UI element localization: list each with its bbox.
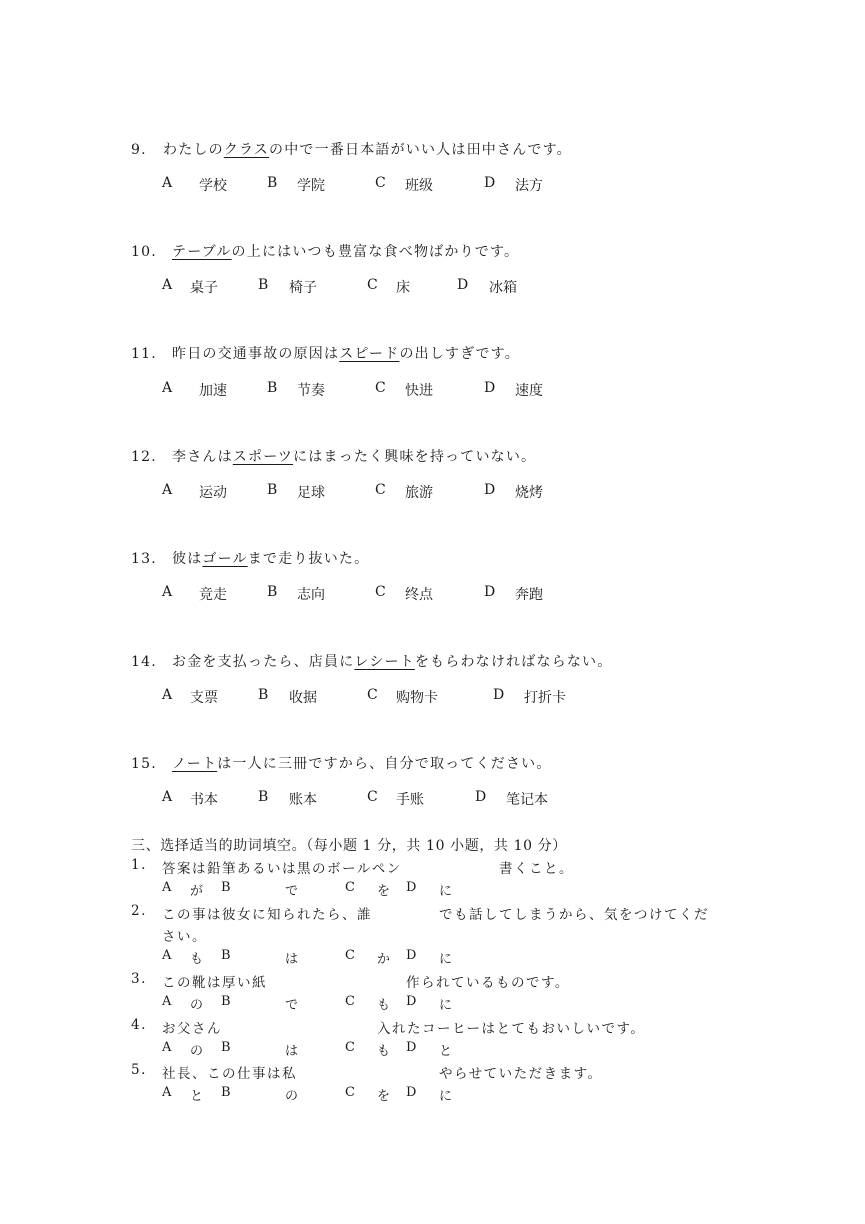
option-c-letter: C <box>345 948 355 963</box>
question-text-part1: お父さん <box>162 1021 222 1037</box>
question-text-before: わたしの <box>163 142 224 158</box>
option-a-letter: A <box>162 948 172 963</box>
option-d-letter: D <box>484 175 496 191</box>
option-a-letter: A <box>162 789 173 805</box>
option-d-letter: D <box>484 584 496 600</box>
question-number: 15. <box>131 756 157 772</box>
option-c-letter: C <box>367 277 378 293</box>
option-b-letter: B <box>258 789 269 805</box>
question-number: 11. <box>131 346 157 362</box>
option-b-text: の <box>285 1089 299 1104</box>
underlined-word: ノート <box>172 756 218 772</box>
question-number: 14. <box>131 654 157 670</box>
option-d-letter: D <box>406 948 417 963</box>
option-a-text: 书本 <box>190 792 218 808</box>
option-b-text: 账本 <box>289 792 317 808</box>
option-b-text: 椅子 <box>289 280 317 296</box>
option-d-text: に <box>439 952 453 967</box>
question-text-after: の中で一番日本語がいい人は田中さんです。 <box>269 142 572 158</box>
question-13 <box>131 548 369 568</box>
option-d-letter: D <box>406 994 417 1009</box>
underlined-word: テーブル <box>172 244 232 260</box>
option-b-text: 学院 <box>297 178 325 194</box>
option-a-text: 支票 <box>190 690 218 706</box>
option-c-text: 终点 <box>405 587 433 603</box>
question-text-after: は一人に三冊ですから、自分で取ってください。 <box>217 756 552 772</box>
option-d-text: 打折卡 <box>524 690 566 706</box>
question-9 <box>131 139 572 159</box>
option-a-text: の <box>190 998 204 1013</box>
underlined-word: ゴール <box>202 551 248 567</box>
question-text-after: の上にはいつも豊富な食べ物ばかりです。 <box>231 244 520 260</box>
question-number: 10. <box>131 244 157 260</box>
option-d-letter: D <box>475 789 487 805</box>
question-text-before: お金を支払ったら、店員に <box>172 654 355 670</box>
question-number: 1. <box>131 857 147 873</box>
option-b-letter: B <box>221 880 231 895</box>
option-a-letter: A <box>162 1040 172 1055</box>
question-text-before: 彼は <box>172 551 203 567</box>
option-c-letter: C <box>345 1085 355 1100</box>
option-a-text: も <box>190 952 204 967</box>
question-text-before: 昨日の交通事故の原因は <box>172 346 340 362</box>
underlined-word: クラス <box>223 142 269 158</box>
question-text-after: の出しすぎです。 <box>399 346 520 362</box>
option-d-letter: D <box>493 687 505 703</box>
option-a-letter: A <box>162 994 172 1009</box>
option-d-letter: D <box>406 1085 417 1100</box>
option-a-text: の <box>190 1044 204 1059</box>
option-b-text: 节奏 <box>297 383 325 399</box>
option-c-text: も <box>377 1044 391 1059</box>
option-c-letter: C <box>375 380 386 396</box>
question-text-after: まで走り抜いた。 <box>247 551 370 567</box>
question-number: 9. <box>131 142 147 158</box>
question-12 <box>131 446 536 466</box>
option-a-text: 桌子 <box>190 280 218 296</box>
option-c-letter: C <box>367 687 378 703</box>
question-15 <box>131 753 552 773</box>
option-d-letter: D <box>484 482 496 498</box>
option-c-letter: C <box>345 1040 355 1055</box>
option-a-text: が <box>190 884 204 899</box>
option-b-text: 志向 <box>297 587 325 603</box>
option-a-letter: A <box>162 482 173 498</box>
question-text-part2: 作られているものです。 <box>406 975 570 991</box>
option-d-text: 冰箱 <box>489 280 517 296</box>
option-d-letter: D <box>406 880 417 895</box>
option-c-text: 旅游 <box>405 485 433 501</box>
question-text-part2: でも話してしまうから、気をつけてくだ <box>439 907 709 923</box>
option-b-letter: B <box>258 277 269 293</box>
option-c-letter: C <box>345 994 355 1009</box>
option-b-letter: B <box>258 687 269 703</box>
option-c-letter: C <box>375 175 386 191</box>
option-a-letter: A <box>162 175 173 191</box>
option-b-text: は <box>285 952 299 967</box>
question-text-part2: やらせていただきます。 <box>439 1066 603 1082</box>
option-d-text: 法方 <box>515 178 543 194</box>
option-a-text: 运动 <box>199 485 227 501</box>
option-b-letter: B <box>221 1085 231 1100</box>
option-a-letter: A <box>162 380 173 396</box>
underlined-word: レシート <box>354 654 415 670</box>
option-a-letter: A <box>162 687 173 703</box>
option-a-letter: A <box>162 277 173 293</box>
option-b-text: 收据 <box>289 690 317 706</box>
question-text-part1: この靴は厚い紙 <box>162 975 267 991</box>
question-number: 12. <box>131 449 157 465</box>
question-text-part1: 答案は鉛筆あるいは黒のボールペン <box>162 861 402 877</box>
option-c-text: か <box>377 952 391 967</box>
option-d-text: 笔记本 <box>506 792 548 808</box>
option-c-text: を <box>377 884 391 899</box>
option-d-text: 速度 <box>515 383 543 399</box>
option-a-text: 加速 <box>199 383 227 399</box>
option-c-text: 班级 <box>405 178 433 194</box>
option-d-text: に <box>439 998 453 1013</box>
option-c-letter: C <box>375 482 386 498</box>
option-b-letter: B <box>267 584 278 600</box>
option-d-text: 烧烤 <box>515 485 543 501</box>
option-b-letter: B <box>267 380 278 396</box>
option-c-text: 手账 <box>396 792 424 808</box>
option-b-letter: B <box>267 482 278 498</box>
option-b-text: で <box>285 998 299 1013</box>
option-d-letter: D <box>484 380 496 396</box>
option-b-letter: B <box>267 175 278 191</box>
option-c-letter: C <box>375 584 386 600</box>
underlined-word: スピード <box>339 346 400 362</box>
question-text-after: にはまったく興味を持っていない。 <box>293 449 537 465</box>
section-3-heading: 三、选择适当的助词填空。（每小题 1 分，共 10 小题，共 10 分） <box>131 838 567 854</box>
option-c-text: を <box>377 1089 391 1104</box>
fill-question-2-continuation: さい。 <box>162 929 207 945</box>
question-text-part2: 入れたコーヒーはとてもおいしいです。 <box>377 1021 646 1037</box>
option-b-letter: B <box>221 994 231 1009</box>
option-b-letter: B <box>221 948 231 963</box>
option-b-text: 足球 <box>297 485 325 501</box>
option-a-text: 学校 <box>199 178 227 194</box>
question-text-after: をもらわなければならない。 <box>414 654 613 670</box>
underlined-word: スポーツ <box>232 449 294 465</box>
option-c-text: 购物卡 <box>396 690 438 706</box>
option-b-text: で <box>285 884 299 899</box>
option-b-text: は <box>285 1044 299 1059</box>
option-c-text: 快进 <box>405 383 433 399</box>
option-c-text: も <box>377 998 391 1013</box>
question-11 <box>131 343 520 363</box>
option-d-text: に <box>439 1089 453 1104</box>
option-b-letter: B <box>221 1040 231 1055</box>
question-number: 3. <box>131 971 147 987</box>
option-a-text: と <box>190 1089 204 1104</box>
option-d-text: 奔跑 <box>515 587 543 603</box>
option-a-letter: A <box>162 584 173 600</box>
question-number: 13. <box>131 551 157 567</box>
question-text-part1: この事は彼女に知られたら、誰 <box>162 907 372 923</box>
question-text-before: 李さんは <box>172 449 233 465</box>
question-10 <box>131 241 519 261</box>
option-d-letter: D <box>406 1040 417 1055</box>
option-a-text: 竞走 <box>199 587 227 603</box>
option-d-text: に <box>439 884 453 899</box>
question-14 <box>131 651 612 671</box>
question-number: 4. <box>131 1017 147 1033</box>
option-a-letter: A <box>162 1085 172 1100</box>
question-number: 5. <box>131 1062 147 1078</box>
option-c-letter: C <box>345 880 355 895</box>
question-text-part1: 社長、この仕事は私 <box>162 1066 297 1082</box>
option-a-letter: A <box>162 880 172 895</box>
option-d-text: と <box>439 1044 453 1059</box>
question-text-part2: 書くこと。 <box>499 861 574 877</box>
option-c-letter: C <box>367 789 378 805</box>
question-number: 2. <box>131 903 147 919</box>
option-d-letter: D <box>457 277 469 293</box>
option-c-text: 床 <box>396 280 410 296</box>
